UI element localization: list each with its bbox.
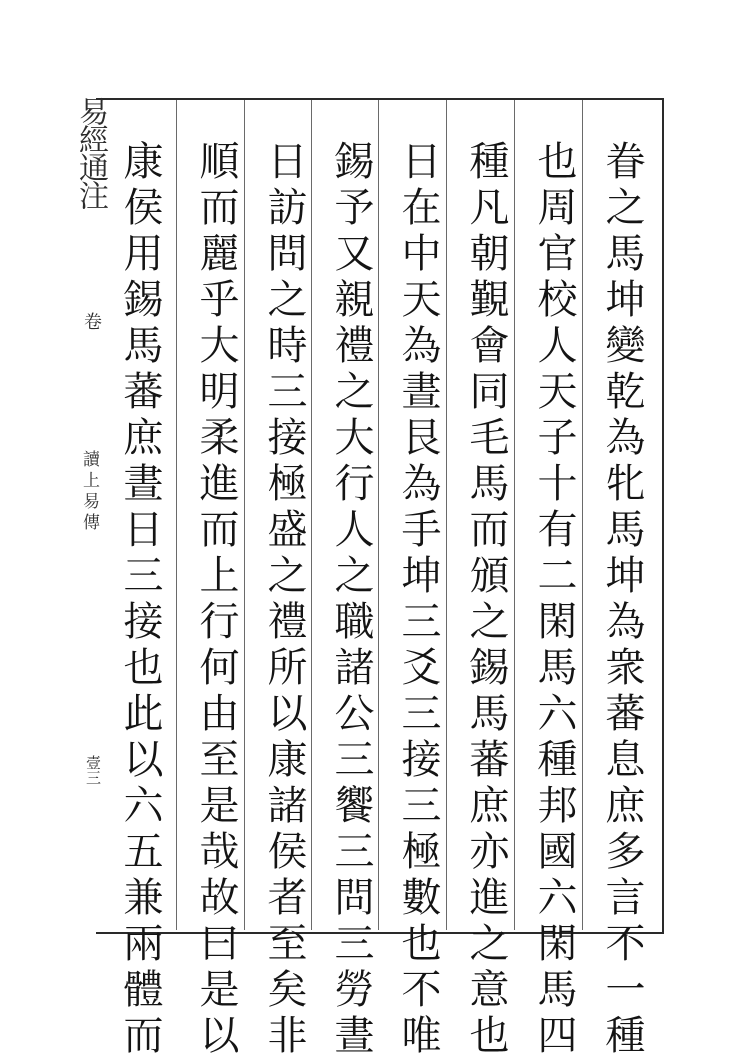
text-column-2: 也周官校人天子十有二閑馬六種邦國六閑馬四	[531, 140, 577, 1060]
margin-book-title: 易經通注	[73, 96, 108, 208]
text-column-6: 日訪問之時三接極盛之禮所以康諸侯者至矣非	[261, 140, 307, 1060]
column-rule	[446, 100, 447, 930]
margin-chapter: 卷	[81, 312, 102, 330]
page-frame	[96, 98, 664, 934]
margin-section-title: 讀上易傳	[79, 450, 99, 534]
text-column-4: 日在中天為晝艮為手坤三爻三接三極數也不唯	[395, 140, 441, 1060]
column-rule	[176, 100, 177, 930]
column-rule	[514, 100, 515, 930]
column-rule	[582, 100, 583, 930]
column-rule	[311, 100, 312, 930]
text-column-8: 康侯用錫馬蕃庶晝日三接也此以六五兼兩體而	[117, 140, 163, 1060]
margin-page-number: 壹三	[84, 755, 102, 785]
text-column-1: 眷之馬坤變乾為牝馬坤為衆蕃息庶多言不一種	[599, 140, 645, 1060]
column-rule	[378, 100, 379, 930]
column-rule	[244, 100, 245, 930]
text-column-7: 順而麗乎大明柔進而上行何由至是哉故曰是以	[193, 140, 239, 1060]
text-column-5: 錫予又親禮之大行人之職諸公三饗三問三勞晝	[328, 140, 374, 1060]
text-column-3: 種凡朝覲會同毛馬而頒之錫馬蕃庶亦進之意也	[463, 140, 509, 1060]
